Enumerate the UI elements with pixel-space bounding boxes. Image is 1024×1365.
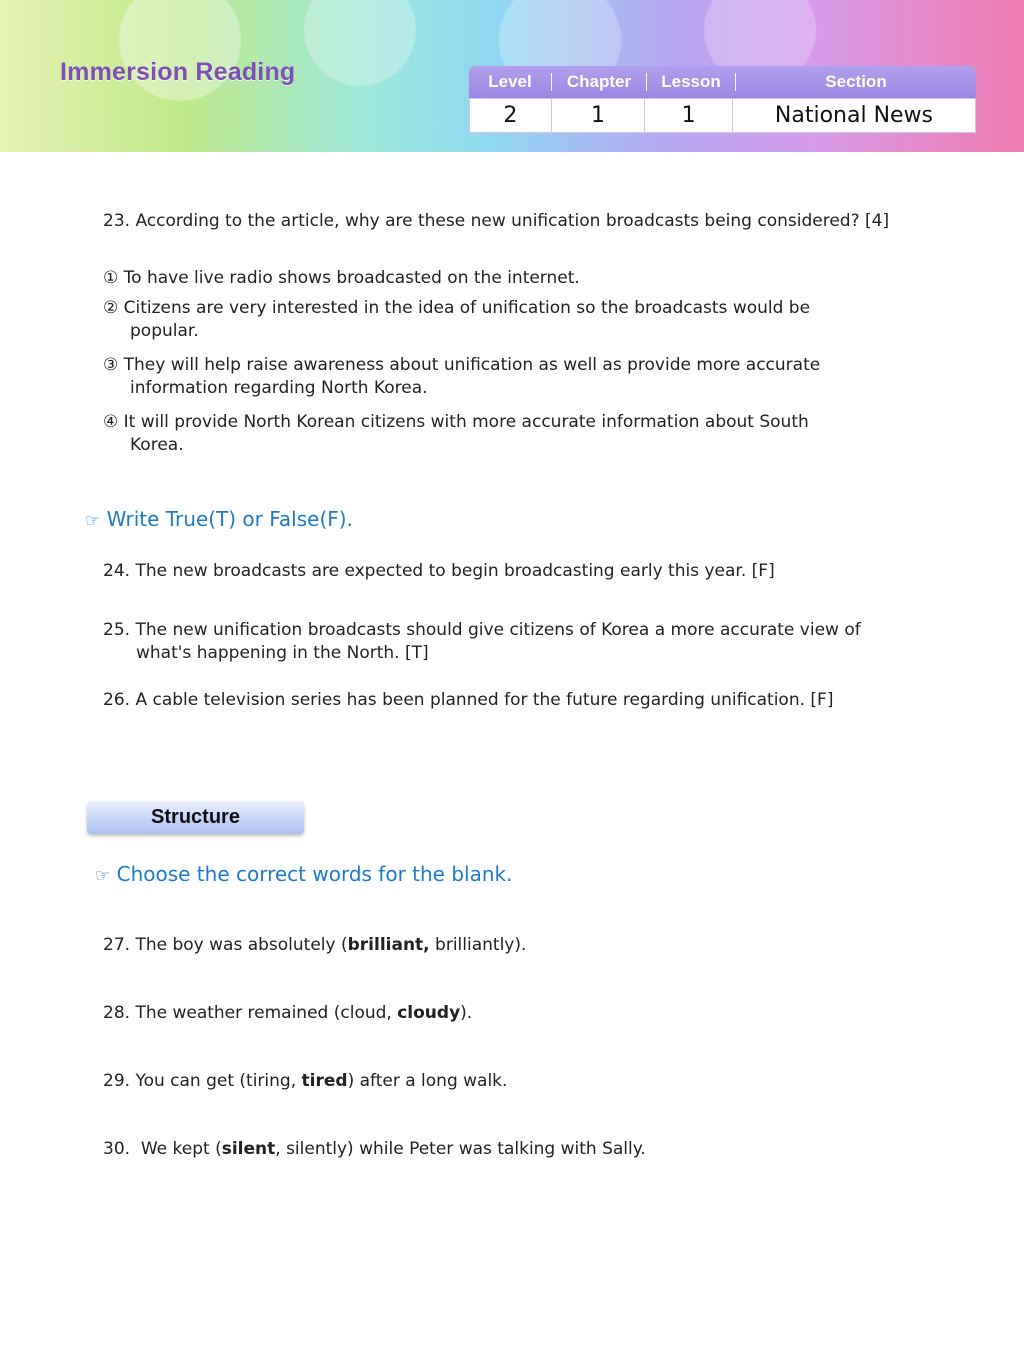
question-25-cont: what's happening in the North. [T] bbox=[136, 643, 429, 663]
option-1: ① To have live radio shows broadcasted on the internet. bbox=[103, 268, 580, 288]
question-text: ) after a long walk. bbox=[347, 1071, 508, 1091]
question-29 bbox=[103, 1070, 507, 1093]
question-text: 28. The weather remained (cloud, bbox=[103, 1003, 398, 1023]
question-text: 27. The boy was absolutely ( bbox=[103, 935, 348, 955]
section-value: National News bbox=[774, 103, 934, 128]
question-23: 23. According to the article, why are these new unification broadcasts being considered? [4] bbox=[103, 211, 890, 231]
question-25: 25. The new unification broadcasts should give citizens of Korea a more accurate view of bbox=[103, 620, 861, 640]
level-header: Level bbox=[488, 72, 532, 91]
answer-text: tired bbox=[301, 1071, 348, 1091]
question-text: 29. You can get (tiring, bbox=[103, 1071, 302, 1091]
lesson-info-values bbox=[469, 98, 976, 133]
brand-title: Immersion Reading bbox=[60, 58, 296, 86]
question-text: ). bbox=[460, 1003, 473, 1023]
question-28 bbox=[103, 1002, 472, 1025]
true-false-instruction bbox=[85, 507, 353, 531]
lesson-header: Lesson bbox=[661, 72, 721, 91]
question-text: 30. We kept ( bbox=[103, 1139, 222, 1159]
answer-text: silent bbox=[221, 1139, 276, 1159]
question-text: , silently) while Peter was talking with Sally. bbox=[275, 1139, 646, 1159]
option-3-cont: information regarding North Korea. bbox=[130, 378, 428, 398]
section-header: Section bbox=[825, 72, 887, 91]
question-26: 26. A cable television series has been planned for the future regarding unification. [F] bbox=[103, 690, 834, 710]
chapter-header: Chapter bbox=[566, 72, 632, 91]
chapter-value: 1 bbox=[552, 99, 646, 132]
structure-section-label: Structure bbox=[87, 801, 304, 834]
question-30 bbox=[103, 1138, 646, 1161]
question-text: brilliantly). bbox=[429, 935, 527, 955]
header-banner bbox=[0, 0, 1024, 152]
lesson-value: 1 bbox=[645, 99, 733, 132]
option-3: ③ They will help raise awareness about unification as well as provide more accurate bbox=[103, 355, 821, 375]
instruction-text: Write True(T) or False(F). bbox=[106, 507, 353, 531]
question-27 bbox=[103, 934, 526, 957]
structure-instruction bbox=[95, 862, 512, 886]
option-2-cont: popular. bbox=[130, 321, 199, 341]
question-24: 24. The new broadcasts are expected to begin broadcasting early this year. [F] bbox=[103, 561, 775, 581]
answer-text: brilliant, bbox=[347, 935, 430, 955]
answer-text: cloudy bbox=[397, 1003, 461, 1023]
level-value: 2 bbox=[470, 99, 552, 132]
option-4-cont: Korea. bbox=[130, 435, 184, 455]
pointing-hand-icon: ☞ bbox=[85, 511, 101, 531]
lesson-info-table bbox=[469, 66, 976, 133]
pointing-hand-icon: ☞ bbox=[95, 866, 111, 886]
instruction-text: Choose the correct words for the blank. bbox=[116, 862, 513, 886]
option-4: ④ It will provide North Korean citizens with more accurate information about South bbox=[103, 412, 809, 432]
option-2: ② Citizens are very interested in the idea of unification so the broadcasts would be bbox=[103, 298, 811, 318]
lesson-info-header bbox=[469, 66, 976, 98]
